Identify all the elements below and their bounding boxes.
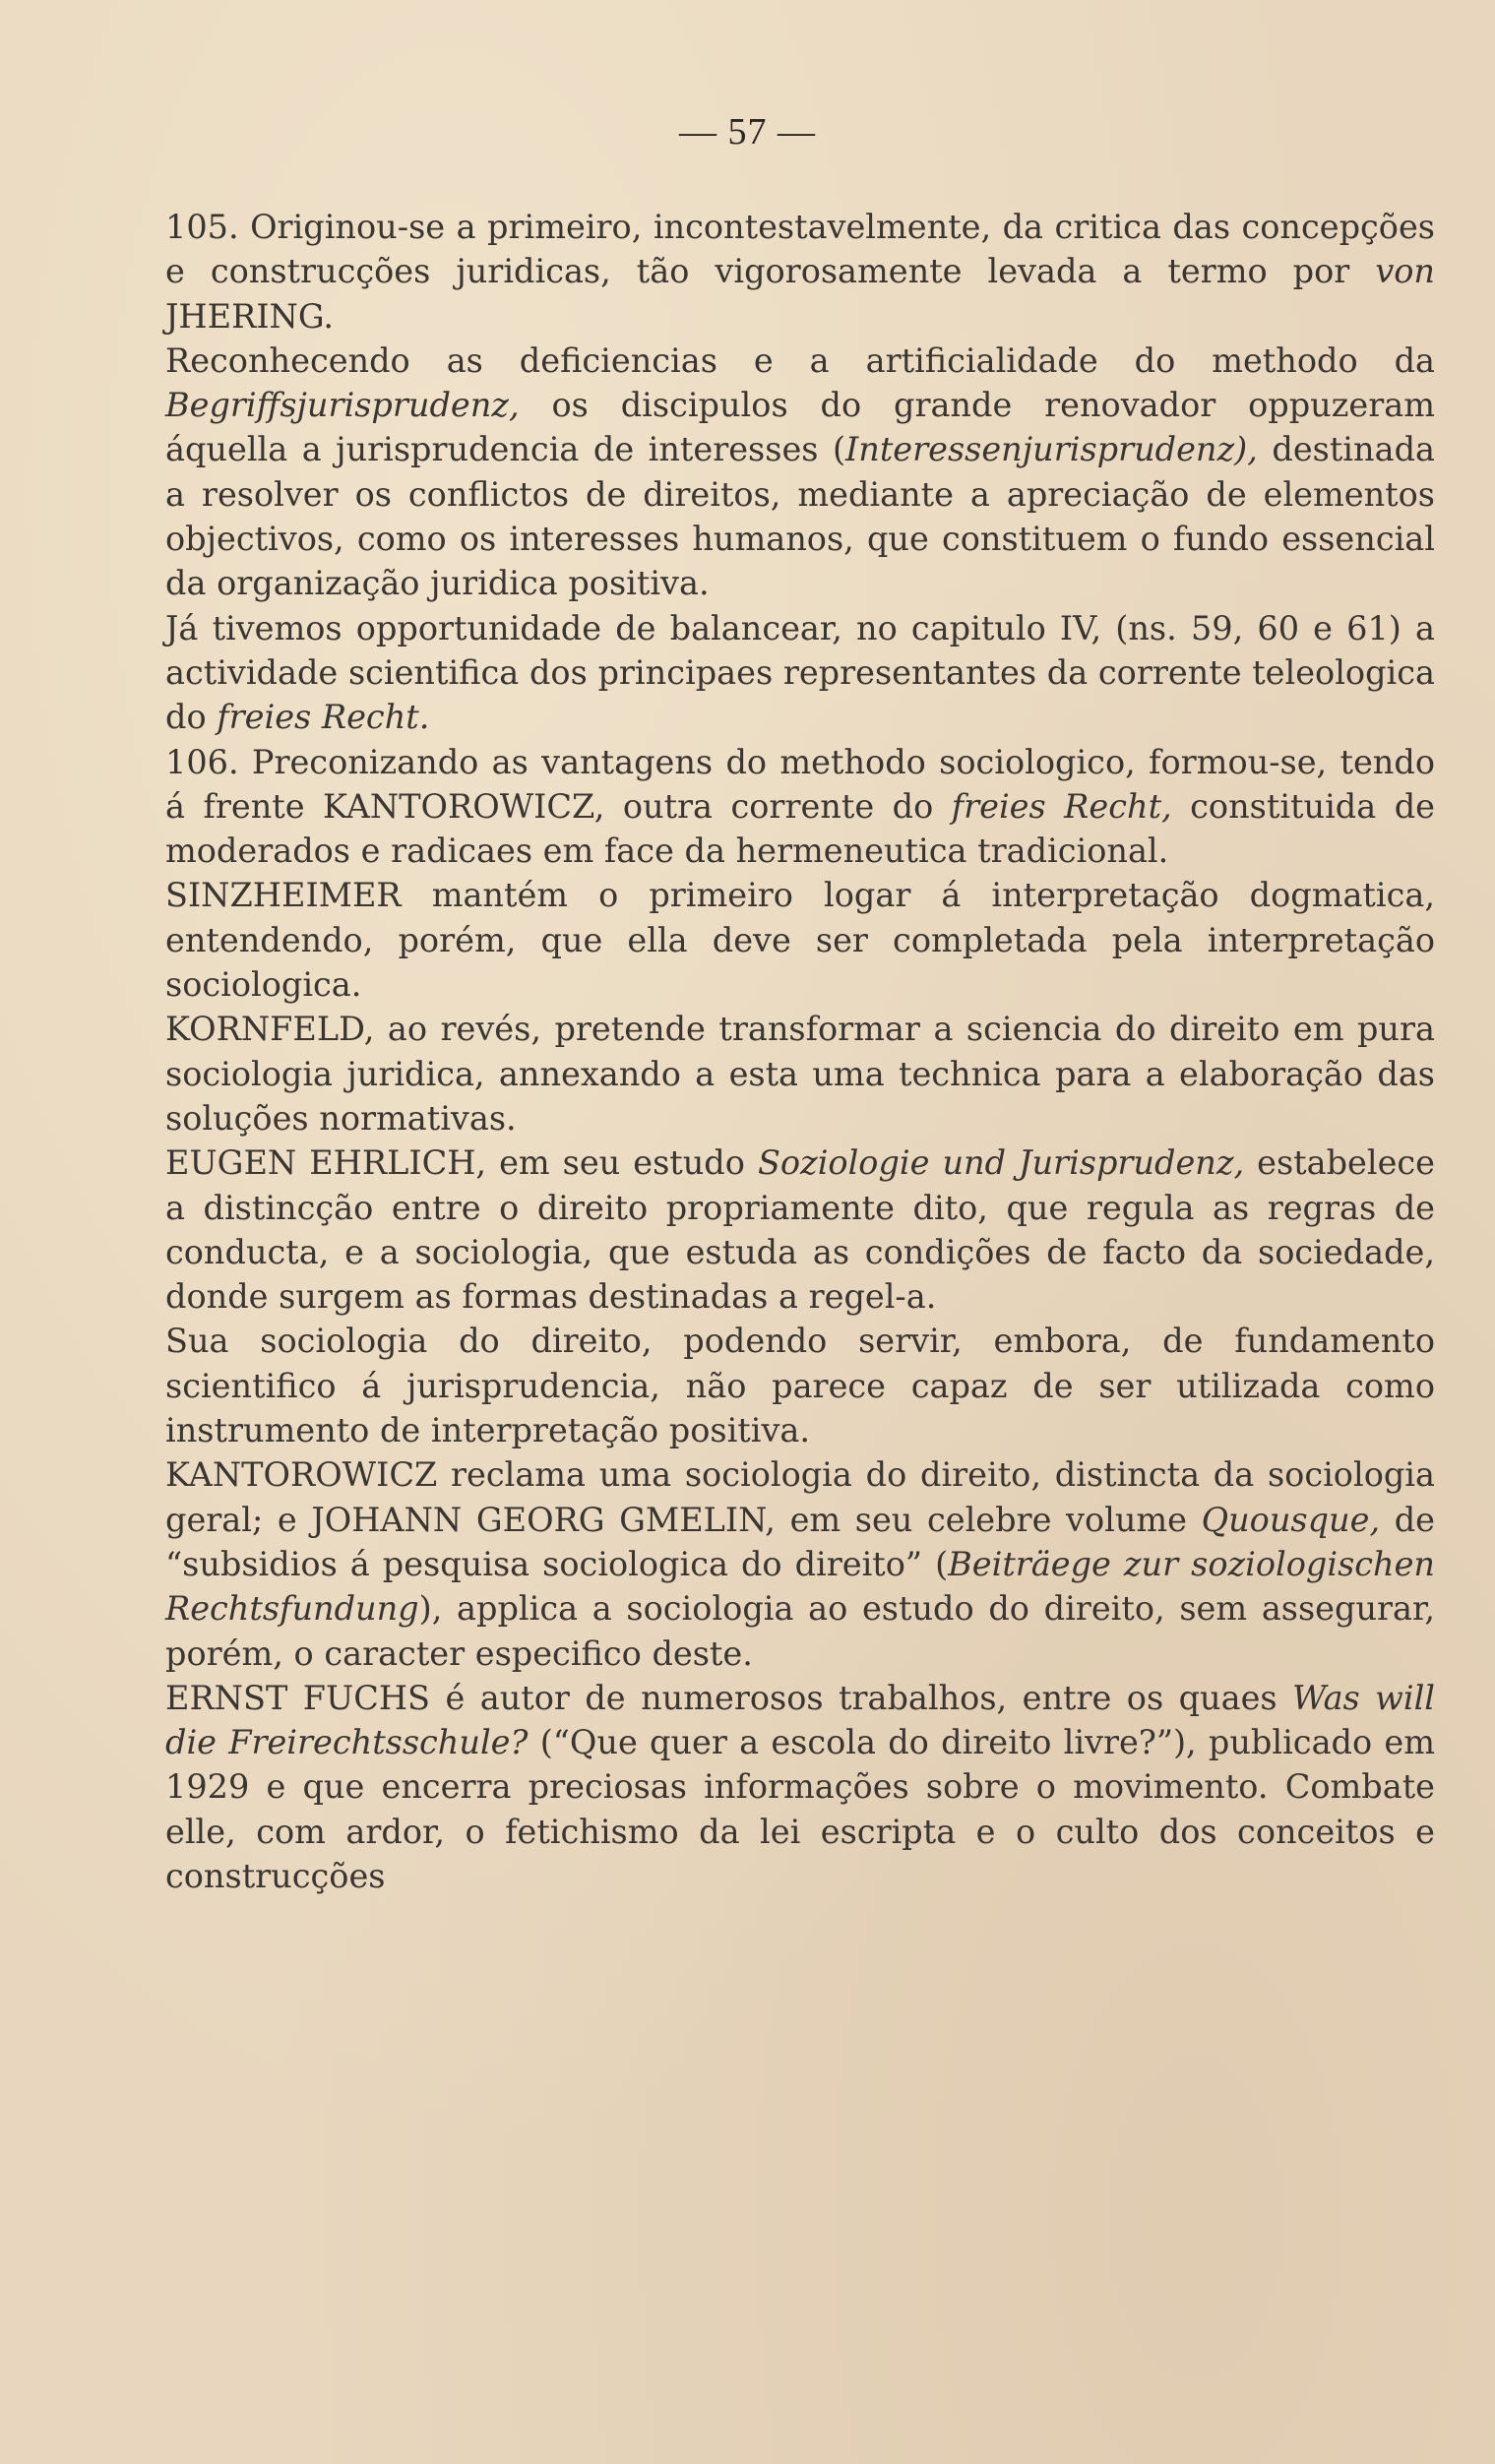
- italic-text: freies Recht,: [951, 786, 1172, 826]
- italic-text: Was will die Freirechtsschule?: [165, 1678, 1435, 1762]
- text-run: constituida de moderados e radicaes em face da hermeneutica tradicional.: [165, 786, 1435, 871]
- paragraph: [165, 339, 1435, 606]
- paragraph: [165, 740, 1435, 874]
- paragraph: [165, 1676, 1435, 1898]
- text-run: EUGEN EHRLICH, em seu estudo: [165, 1143, 758, 1183]
- italic-text: Beiträege zur soziologischen Rechtsfundung: [165, 1544, 1435, 1629]
- text-run: (“Que quer a escola do direito livre?”), publicado em 1929 e que encerra preciosas informações sobre o movimento. Combate elle, com ardor, o fetichismo da lei escripta e o culto dos conceitos e construcções: [165, 1723, 1435, 1895]
- text-run: de “subsidios á pesquisa sociologica do direito” (: [165, 1500, 1435, 1583]
- text-run: Já tivemos opportunidade de balancear, no capitulo IV, (ns. 59, 60 e 61) a actividade scientifica dos principaes representantes da corrente teleologica do: [165, 608, 1435, 737]
- text-run: Reconhecendo as deficiencias e a artificialidade do methodo da: [165, 340, 1435, 380]
- paragraph: [165, 1140, 1435, 1319]
- italic-text: Interessenjurisprudenz),: [845, 430, 1258, 469]
- page-number: — 57 —: [679, 111, 816, 153]
- text-run: Sua sociologia do direito, podendo servir, embora, de fundamento scientifico á jurisprudencia, não parece capaz de ser utilizada como instrumento de interpretação positiva.: [165, 1322, 1435, 1450]
- italic-text: Quousque,: [1201, 1500, 1381, 1539]
- paragraph: [165, 873, 1435, 1007]
- body-text: [165, 205, 1435, 1898]
- paragraph: [165, 606, 1435, 740]
- text-run: estabelece a distincção entre o direito propriamente dito, que regula as regras de conducta, e a sociologia, que estuda as condições de facto da sociedade, donde surgem as formas destinadas a regel-a.: [165, 1143, 1436, 1317]
- italic-text: von: [1375, 252, 1435, 291]
- text-run: ), applica a sociologia ao estudo do direito, sem assegurar, porém, o caracter especifico deste.: [165, 1589, 1435, 1673]
- italic-text: freies Recht.: [217, 698, 430, 737]
- paragraph: [165, 1007, 1435, 1140]
- text-run: JHERING.: [165, 296, 335, 336]
- paragraph: [165, 205, 1435, 339]
- italic-text: Soziologie und Jurisprudenz,: [757, 1143, 1245, 1183]
- paragraph: [165, 1452, 1435, 1675]
- text-run: 106. Preconizando as vantagens do methodo sociologico, formou-se, tendo á frente KANTOROWICZ, outra corrente do: [165, 742, 1435, 826]
- text-run: ERNST FUCHS é autor de numerosos trabalhos, entre os quaes: [165, 1678, 1293, 1717]
- text-run: KANTOROWICZ reclama uma sociologia do direito, distincta da sociologia geral; e JOHANN GEORG GMELIN, em seu celebre volume: [165, 1455, 1435, 1539]
- text-run: os discipulos do grande renovador oppuzeram áquella a jurisprudencia de interesses (: [165, 386, 1435, 469]
- text-run: KORNFELD, ao revés, pretende transformar a sciencia do direito em pura sociologia juridica, annexando a esta uma technica para a elaboração das soluções normativas.: [165, 1010, 1435, 1138]
- text-run: SINZHEIMER mantém o primeiro logar á interpretação dogmatica, entendendo, porém, que ella deve ser completada pela interpretação sociologica.: [165, 876, 1435, 1005]
- text-run: destinada a resolver os conflictos de direitos, mediante a apreciação de elementos objectivos, como os interesses humanos, que constituem o fundo essencial da organização juridica positiva.: [165, 430, 1435, 603]
- paragraph: [165, 1319, 1435, 1452]
- text-run: 105. Originou-se a primeiro, incontestavelmente, da critica das concepções e construcções juridicas, tão vigorosamente levada a termo por: [165, 208, 1435, 291]
- italic-text: Begriffsjurisprudenz,: [165, 386, 520, 425]
